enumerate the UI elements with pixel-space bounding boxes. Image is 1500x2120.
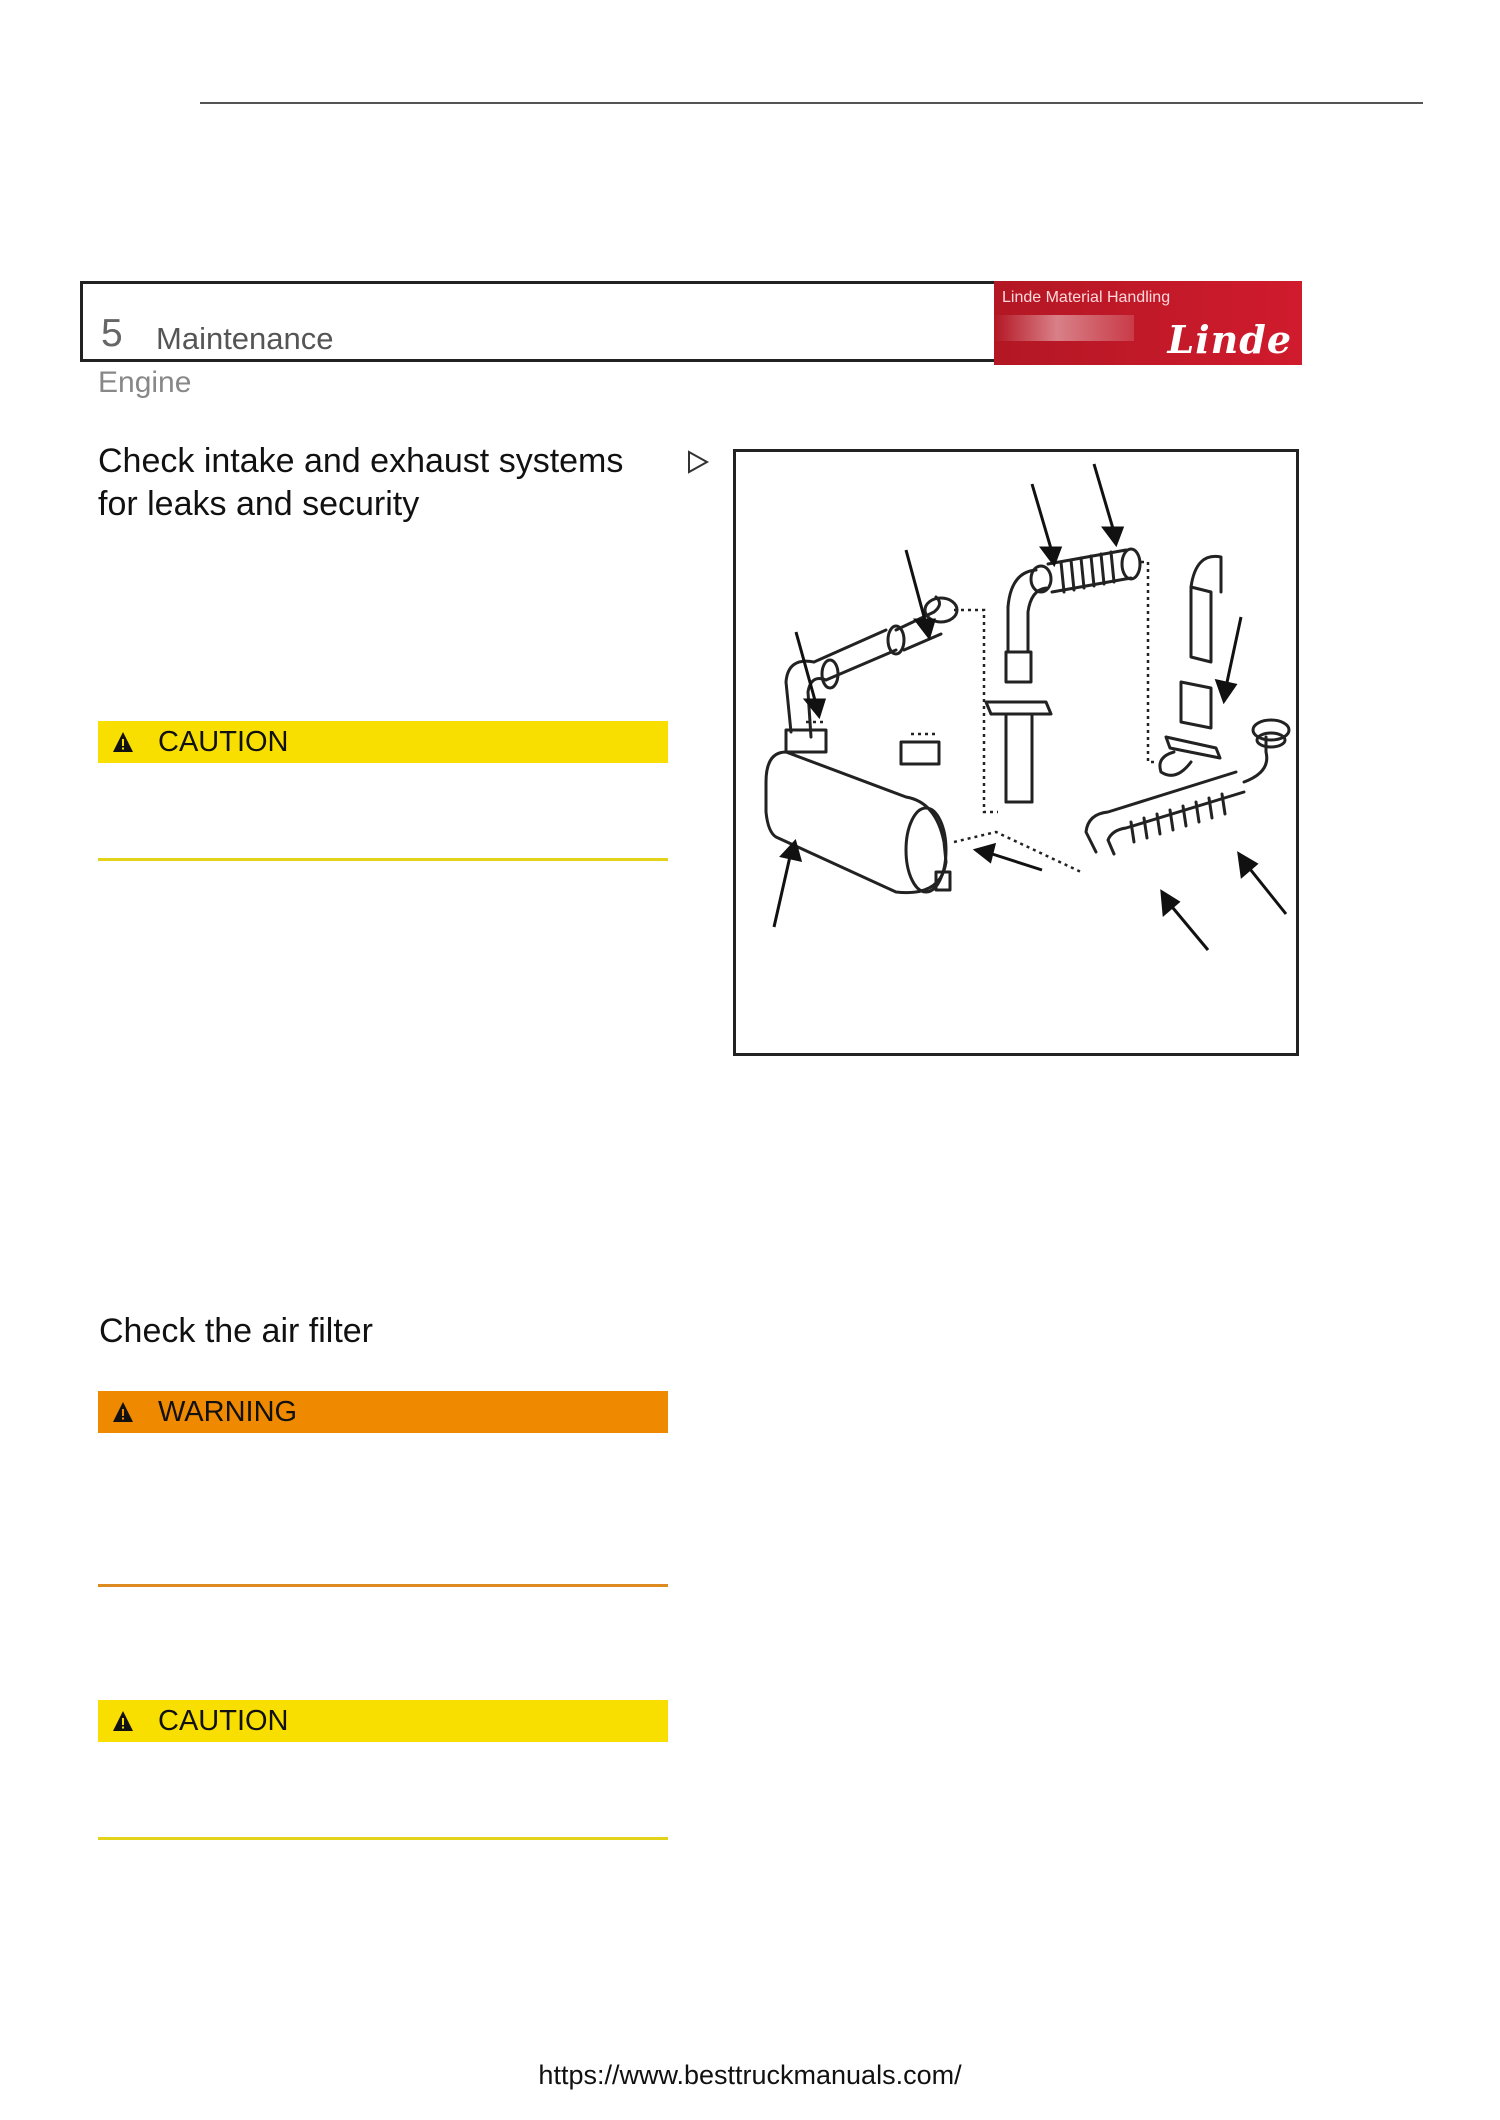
- top-divider: [200, 102, 1423, 104]
- exhaust-system-drawing: [736, 452, 1296, 1053]
- chapter-title: Maintenance: [156, 321, 334, 356]
- intake-exhaust-figure: [733, 449, 1299, 1056]
- muffler-drawing: [766, 730, 950, 893]
- chapter-number: 5: [101, 312, 123, 355]
- air-cleaner-drawing: [1160, 556, 1221, 775]
- connection-lines: [806, 562, 1156, 872]
- inspection-arrows: [774, 464, 1286, 950]
- caution-bar-intake: [98, 721, 668, 763]
- caution-end-rule: [98, 858, 668, 861]
- warning-bar-air-filter: [98, 1391, 668, 1433]
- play-outline-icon: [686, 449, 710, 482]
- brand-logo: Linde: [1167, 317, 1292, 362]
- warning-triangle-icon: [112, 731, 134, 753]
- footer-url-link[interactable]: https://www.besttruckmanuals.com/: [538, 2060, 962, 2090]
- warning-label: WARNING: [158, 1396, 298, 1428]
- bottom-flex-hose: [1086, 720, 1289, 854]
- chapter-header: [80, 281, 1302, 362]
- caution-label: CAUTION: [158, 1705, 289, 1737]
- brand-subtitle: Linde Material Handling: [1002, 289, 1171, 306]
- air-filter-heading: Check the air filter: [99, 1312, 373, 1350]
- warning-triangle-icon: [112, 1710, 134, 1732]
- brand-logo-block: [994, 281, 1302, 365]
- section-name: Engine: [98, 366, 192, 399]
- brand-gradient-decoration: [994, 315, 1134, 341]
- warning-end-rule: [98, 1584, 668, 1587]
- intake-exhaust-heading: Check intake and exhaust systems for leaks and security: [98, 442, 624, 523]
- center-riser-pipe: [986, 566, 1051, 802]
- top-flex-hose: [1048, 549, 1140, 592]
- caution-bar-air-filter: [98, 1700, 668, 1742]
- caution-end-rule: [98, 1837, 668, 1840]
- left-elbow-pipe: [786, 597, 957, 737]
- caution-label: CAUTION: [158, 726, 289, 758]
- warning-triangle-icon: [112, 1401, 134, 1423]
